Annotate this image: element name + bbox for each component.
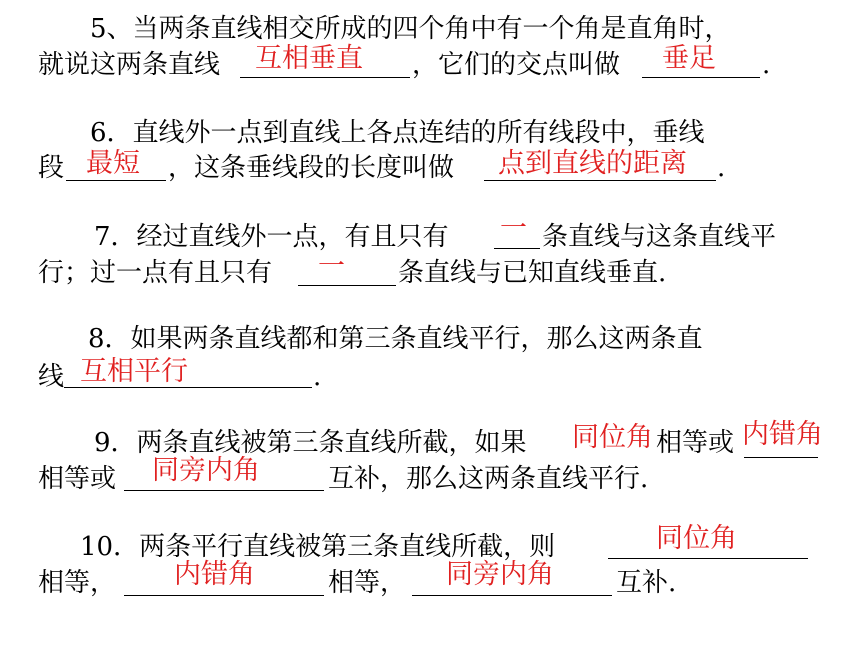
q8-line2a: 线 [38, 362, 65, 392]
q9-answer1: 同位角 [572, 422, 653, 453]
q5-blank2 [642, 77, 760, 78]
q7-answer1: 一 [500, 213, 527, 244]
q9-line2a: 相等或 [38, 464, 117, 494]
q6-blank1 [66, 180, 166, 181]
q7-blank1 [494, 248, 540, 249]
q6-line2a: 段 [38, 153, 65, 183]
q10-answer2: 内错角 [174, 559, 255, 590]
q5-line1: 5、当两条直线相交所成的四个角中有一个角是直角时， [90, 14, 731, 44]
q7-line1b: 条直线与这条直线平 [542, 222, 777, 252]
q6-answer2: 点到直线的距离 [498, 148, 687, 179]
q5-period: . [762, 50, 771, 80]
q6-line1: 6．直线外一点到直线上各点连结的所有线段中，垂线 [90, 118, 705, 148]
q8-period: . [313, 362, 322, 392]
q10-line2c: 互补. [616, 568, 677, 598]
q8-answer1: 互相平行 [80, 356, 188, 387]
q9-blank2 [124, 490, 324, 491]
q8-line1: 8．如果两条直线都和第三条直线平行，那么这两条直 [88, 324, 703, 354]
q7-answer2: 一 [318, 251, 345, 282]
q10-answer1: 同位角 [656, 523, 737, 554]
q6-answer1: 最短 [86, 148, 140, 179]
q9-blank1 [744, 457, 818, 458]
q9-answer2: 内错角 [742, 419, 823, 450]
q10-line2a: 相等， [38, 568, 117, 598]
q10-line2b: 相等， [328, 568, 407, 598]
q10-blank3 [412, 595, 612, 596]
q6-line2b: ，这条垂线段的长度叫做 [168, 153, 455, 183]
q9-line2b: 互补，那么这两条直线平行. [328, 464, 649, 494]
q10-blank1 [608, 558, 808, 559]
q9-line1b: 相等或 [656, 428, 735, 458]
q9-answer3: 同旁内角 [152, 455, 260, 486]
q5-blank1 [240, 77, 410, 78]
q7-line1a: 7．经过直线外一点，有且只有 [94, 222, 449, 252]
q10-answer3: 同旁内角 [446, 559, 554, 590]
q8-blank1 [64, 387, 312, 388]
q5-line2a: 就说这两条直线 [38, 50, 221, 80]
q6-blank2 [484, 180, 716, 181]
q5-answer1: 互相垂直 [255, 43, 363, 74]
q7-line2a: 行；过一点有且只有 [38, 258, 273, 288]
q5-answer2: 垂足 [662, 43, 716, 74]
q7-line2b: 条直线与已知直线垂直. [398, 258, 667, 288]
q10-line1a: 10．两条平行直线被第三条直线所截，则 [80, 532, 556, 562]
q7-blank2 [298, 285, 396, 286]
q9-line1a: 9．两条直线被第三条直线所截，如果 [94, 428, 527, 458]
q5-line2b: ，它们的交点叫做 [412, 50, 621, 80]
q6-period: . [717, 153, 726, 183]
q10-blank2 [124, 595, 324, 596]
